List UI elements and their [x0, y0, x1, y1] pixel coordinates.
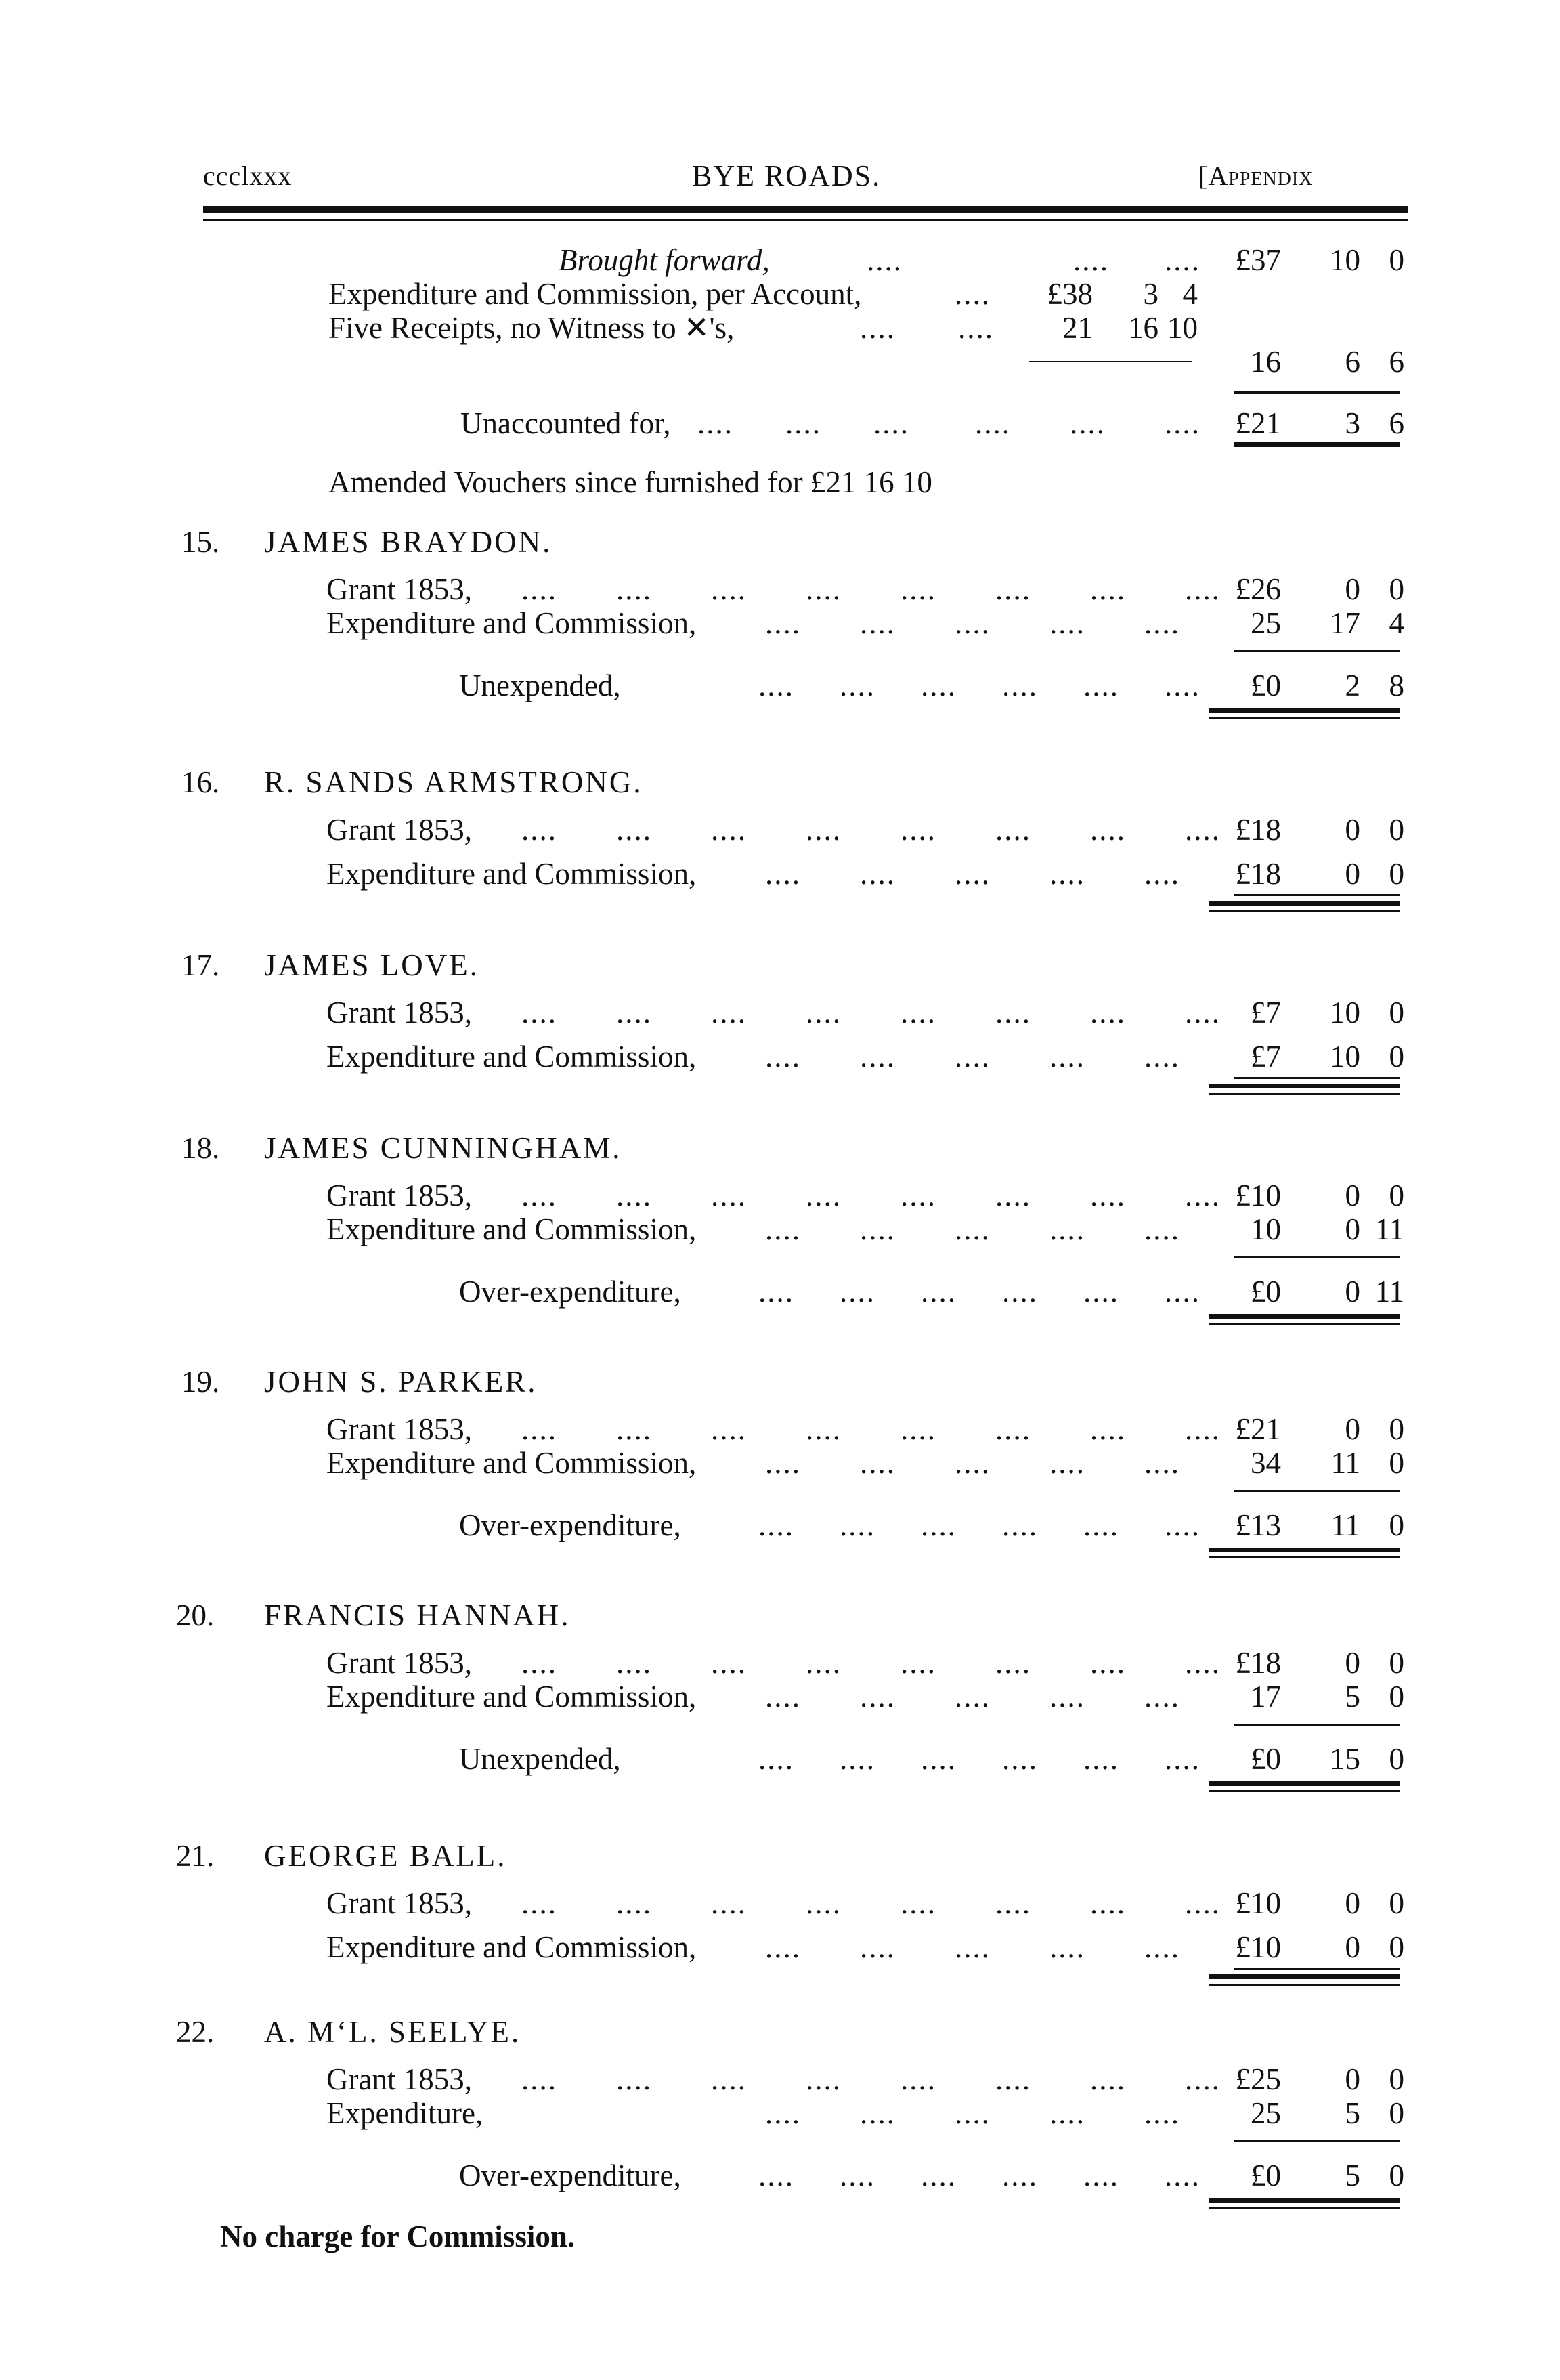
leader-dots: .... [616, 1178, 652, 1212]
leader-dots: .... [521, 813, 557, 847]
entry-name: A. M‘L. SEELYE. [264, 2015, 521, 2049]
entry-row-label: Expenditure and Commission, [326, 1680, 697, 1714]
total-rule [1209, 1314, 1400, 1319]
leader-dots: .... [840, 1275, 875, 1309]
entry-row-shillings: 0 [1345, 857, 1360, 891]
entry-row-pence: 0 [1389, 1412, 1404, 1446]
total-rule [1209, 2207, 1400, 2209]
expenditure-pence: 4 [1182, 277, 1198, 311]
header-rule-thin [203, 219, 1408, 221]
leader-dots: .... [1083, 668, 1119, 702]
expenditure-shillings: 3 [1143, 277, 1158, 311]
entry-row-shillings: 10 [1330, 1040, 1360, 1074]
leader-dots: .... [765, 2096, 801, 2130]
entry-number: 22. [176, 2015, 215, 2049]
expenditure-pounds: £38 [1047, 277, 1093, 311]
leader-dots: .... [1090, 2062, 1126, 2096]
entry-row-pence: 4 [1389, 606, 1404, 640]
leader-dots: .... [1049, 1446, 1085, 1480]
entry-row-shillings: 0 [1345, 1412, 1360, 1446]
unaccounted-label: Unaccounted for, [460, 406, 671, 440]
entry-row-shillings: 5 [1345, 2096, 1360, 2130]
subtotal-pence: 6 [1389, 345, 1404, 379]
leader-dots: .... [840, 1742, 875, 1776]
entry-result-label: Unexpended, [459, 1742, 621, 1776]
entry-number: 18. [181, 1131, 220, 1165]
leader-dots: .... [955, 1680, 991, 1714]
entry-result-pence: 0 [1389, 2159, 1404, 2192]
entry-row-label: Grant 1853, [326, 1178, 472, 1212]
leader-dots: .... [955, 606, 991, 640]
sum-rule [1234, 1490, 1400, 1492]
leader-dots: .... [901, 2062, 936, 2096]
entry-row-label: Expenditure and Commission, [326, 1446, 697, 1480]
entry-row-label: Expenditure and Commission, [326, 857, 697, 891]
entry-result-label: Unexpended, [459, 668, 621, 702]
leader-dots: .... [765, 1930, 801, 1964]
leader-dots: .... [711, 572, 747, 606]
leader-dots: .... [995, 1646, 1031, 1680]
entry-row-label: Grant 1853, [326, 2062, 472, 2096]
entry-result-shillings: 2 [1345, 668, 1360, 702]
leader-dots: .... [1049, 2096, 1085, 2130]
leader-dots: .... [758, 2159, 794, 2192]
entry-number: 20. [176, 1598, 215, 1632]
entry-result-shillings: 0 [1345, 1275, 1360, 1309]
leader-dots: .... [901, 996, 936, 1029]
entry-row-pounds: £18 [1235, 857, 1281, 891]
leader-dots: .... [995, 2062, 1031, 2096]
leader-dots: .... [521, 2062, 557, 2096]
entry-row-shillings: 0 [1345, 1930, 1360, 1964]
leader-dots: .... [955, 277, 991, 311]
leader-dots: .... [921, 1275, 957, 1309]
leader-dots: .... [1144, 1680, 1180, 1714]
leader-dots: .... [1144, 1040, 1180, 1074]
leader-dots: .... [758, 1275, 794, 1309]
entry-row-label: Grant 1853, [326, 996, 472, 1029]
total-rule [1209, 1781, 1400, 1786]
leader-dots: .... [1070, 406, 1106, 440]
leader-dots: .... [860, 1446, 896, 1480]
leader-dots: .... [901, 813, 936, 847]
entry-row-label: Expenditure and Commission, [326, 1040, 697, 1074]
leader-dots: .... [1144, 1930, 1180, 1964]
leader-dots: .... [1165, 243, 1200, 277]
leader-dots: .... [873, 406, 909, 440]
brought-forward-pounds: £37 [1235, 243, 1281, 277]
page-number: ccclxxx [203, 161, 292, 191]
leader-dots: .... [806, 1886, 842, 1920]
entry-row-pounds: £21 [1235, 1412, 1281, 1446]
total-rule [1209, 1974, 1400, 1979]
entry-name: GEORGE BALL. [264, 1839, 507, 1873]
entry-row-label: Expenditure, [326, 2096, 483, 2130]
leader-dots: .... [711, 996, 747, 1029]
leader-dots: .... [711, 1178, 747, 1212]
entry-result-label: Over-expenditure, [459, 1508, 681, 1542]
total-rule [1209, 708, 1400, 713]
sum-rule [1234, 391, 1400, 394]
leader-dots: .... [521, 1178, 557, 1212]
leader-dots: .... [921, 1508, 957, 1542]
leader-dots: .... [921, 1742, 957, 1776]
leader-dots: .... [1049, 857, 1085, 891]
entry-row-shillings: 0 [1345, 1886, 1360, 1920]
sum-rule [1234, 1256, 1400, 1258]
leader-dots: .... [806, 1412, 842, 1446]
total-rule [1209, 1984, 1400, 1986]
leader-dots: .... [758, 668, 794, 702]
leader-dots: .... [995, 1412, 1031, 1446]
leader-dots: .... [958, 311, 994, 345]
entry-number: 19. [181, 1365, 220, 1399]
leader-dots: .... [1165, 668, 1200, 702]
entry-result-pounds: £0 [1251, 2159, 1281, 2192]
leader-dots: .... [860, 2096, 896, 2130]
entry-row-shillings: 17 [1330, 606, 1360, 640]
entry-name: R. SANDS ARMSTRONG. [264, 765, 643, 799]
leader-dots: .... [765, 1446, 801, 1480]
entry-row-pounds: 25 [1251, 606, 1281, 640]
header-rule-thick [203, 206, 1408, 213]
leader-dots: .... [840, 2159, 875, 2192]
leader-dots: .... [1090, 572, 1126, 606]
entry-row-pounds: £10 [1235, 1930, 1281, 1964]
entry-row-shillings: 0 [1345, 1178, 1360, 1212]
leader-dots: .... [806, 813, 842, 847]
leader-dots: .... [765, 1680, 801, 1714]
leader-dots: .... [901, 1646, 936, 1680]
leader-dots: .... [860, 1930, 896, 1964]
leader-dots: .... [711, 2062, 747, 2096]
leader-dots: .... [1083, 1275, 1119, 1309]
leader-dots: .... [955, 1446, 991, 1480]
entry-name: JAMES LOVE. [264, 948, 480, 982]
leader-dots: .... [975, 406, 1011, 440]
sum-rule [1234, 1968, 1400, 1970]
leader-dots: .... [1090, 1886, 1126, 1920]
expenditure-label: Expenditure and Commission, per Account, [328, 277, 862, 311]
leader-dots: .... [1090, 1178, 1126, 1212]
entry-result-shillings: 15 [1330, 1742, 1360, 1776]
entry-result-pounds: £0 [1251, 1275, 1281, 1309]
leader-dots: .... [1049, 1212, 1085, 1246]
entry-result-pounds: £13 [1235, 1508, 1281, 1542]
leader-dots: .... [1165, 1742, 1200, 1776]
entry-row-shillings: 10 [1330, 996, 1360, 1029]
leader-dots: .... [616, 1412, 652, 1446]
leader-dots: .... [697, 406, 733, 440]
leader-dots: .... [1002, 1742, 1038, 1776]
leader-dots: .... [995, 996, 1031, 1029]
leader-dots: .... [806, 572, 842, 606]
entry-row-pounds: £26 [1235, 572, 1281, 606]
entry-row-pounds: £10 [1235, 1178, 1281, 1212]
entry-result-label: Over-expenditure, [459, 2159, 681, 2192]
entry-row-shillings: 11 [1330, 1446, 1360, 1480]
leader-dots: .... [1185, 1646, 1221, 1680]
leader-dots: .... [1002, 1275, 1038, 1309]
leader-dots: .... [901, 1412, 936, 1446]
entry-result-pence: 0 [1389, 1508, 1404, 1542]
leader-dots: .... [758, 1508, 794, 1542]
total-rule [1209, 1556, 1400, 1558]
total-rule [1209, 1084, 1400, 1088]
sum-rule [1234, 1724, 1400, 1726]
total-rule [1209, 1790, 1400, 1792]
total-rule [1209, 1093, 1400, 1095]
entry-row-label: Grant 1853, [326, 572, 472, 606]
receipts-label: Five Receipts, no Witness to ✕'s, [328, 311, 735, 345]
entry-row-pence: 0 [1389, 2096, 1404, 2130]
entry-row-pence: 0 [1389, 1446, 1404, 1480]
entry-row-pounds: 10 [1251, 1212, 1281, 1246]
leader-dots: .... [955, 1040, 991, 1074]
entry-row-shillings: 0 [1345, 1212, 1360, 1246]
entry-row-pence: 0 [1389, 996, 1404, 1029]
entry-result-pence: 8 [1389, 668, 1404, 702]
leader-dots: .... [765, 1212, 801, 1246]
total-rule [1234, 442, 1400, 447]
leader-dots: .... [1049, 606, 1085, 640]
leader-dots: .... [521, 996, 557, 1029]
leader-dots: .... [1090, 996, 1126, 1029]
entry-number: 16. [181, 765, 220, 799]
leader-dots: .... [995, 1178, 1031, 1212]
leader-dots: .... [921, 2159, 957, 2192]
receipts-shillings: 16 [1128, 311, 1158, 345]
entry-number: 15. [181, 525, 220, 559]
leader-dots: .... [955, 1212, 991, 1246]
leader-dots: .... [1049, 1040, 1085, 1074]
entry-name: JAMES CUNNINGHAM. [264, 1131, 622, 1165]
leader-dots: .... [711, 1412, 747, 1446]
leader-dots: .... [921, 668, 957, 702]
leader-dots: .... [521, 572, 557, 606]
entry-row-pounds: 17 [1251, 1680, 1281, 1714]
leader-dots: .... [758, 1742, 794, 1776]
leader-dots: .... [955, 1930, 991, 1964]
entry-row-label: Grant 1853, [326, 1646, 472, 1680]
entry-row-pounds: £18 [1235, 813, 1281, 847]
leader-dots: .... [711, 1646, 747, 1680]
leader-dots: .... [860, 857, 896, 891]
leader-dots: .... [616, 1886, 652, 1920]
leader-dots: .... [1185, 813, 1221, 847]
unaccounted-pounds: £21 [1235, 406, 1281, 440]
leader-dots: .... [1185, 1412, 1221, 1446]
leader-dots: .... [867, 243, 903, 277]
leader-dots: .... [1002, 2159, 1038, 2192]
leader-dots: .... [1083, 1742, 1119, 1776]
brought-forward-shillings: 10 [1330, 243, 1360, 277]
entry-row-label: Expenditure and Commission, [326, 1930, 697, 1964]
leader-dots: .... [1144, 2096, 1180, 2130]
total-rule [1209, 2198, 1400, 2203]
leader-dots: .... [860, 1680, 896, 1714]
entry-result-shillings: 11 [1330, 1508, 1360, 1542]
sum-rule [1234, 894, 1400, 896]
receipts-pence: 10 [1167, 311, 1198, 345]
leader-dots: .... [616, 2062, 652, 2096]
entry-row-pence: 0 [1389, 1886, 1404, 1920]
entry-row-shillings: 0 [1345, 1646, 1360, 1680]
leader-dots: .... [1144, 857, 1180, 891]
entry-row-pounds: 34 [1251, 1446, 1281, 1480]
entry-row-pence: 0 [1389, 857, 1404, 891]
leader-dots: .... [1049, 1930, 1085, 1964]
entry-row-pence: 0 [1389, 1646, 1404, 1680]
leader-dots: .... [1185, 2062, 1221, 2096]
leader-dots: .... [995, 813, 1031, 847]
leader-dots: .... [901, 572, 936, 606]
leader-dots: .... [1165, 1275, 1200, 1309]
entry-row-pounds: £18 [1235, 1646, 1281, 1680]
sum-rule [1234, 2140, 1400, 2142]
entry-row-pence: 0 [1389, 1930, 1404, 1964]
leader-dots: .... [785, 406, 821, 440]
leader-dots: .... [860, 1040, 896, 1074]
entry-row-pence: 0 [1389, 1680, 1404, 1714]
brought-forward-pence: 0 [1389, 243, 1404, 277]
entry-row-shillings: 0 [1345, 813, 1360, 847]
leader-dots: .... [521, 1886, 557, 1920]
entry-result-pence: 11 [1374, 1275, 1404, 1309]
entry-result-pounds: £0 [1251, 1742, 1281, 1776]
unaccounted-pence: 6 [1389, 406, 1404, 440]
total-rule [1209, 1323, 1400, 1325]
page-title: BYE ROADS. [692, 159, 882, 192]
total-rule [1209, 901, 1400, 906]
leader-dots: .... [1165, 406, 1200, 440]
leader-dots: .... [995, 572, 1031, 606]
leader-dots: .... [1185, 996, 1221, 1029]
leader-dots: .... [616, 996, 652, 1029]
leader-dots: .... [1090, 1412, 1126, 1446]
sum-rule [1234, 1077, 1400, 1079]
entry-row-shillings: 5 [1345, 1680, 1360, 1714]
leader-dots: .... [901, 1178, 936, 1212]
leader-dots: .... [1165, 2159, 1200, 2192]
entry-row-pence: 0 [1389, 572, 1404, 606]
total-rule [1209, 1548, 1400, 1552]
leader-dots: .... [955, 2096, 991, 2130]
entry-row-pounds: £25 [1235, 2062, 1281, 2096]
amended-note: Amended Vouchers since furnished for £21 16 10 [328, 465, 932, 499]
leader-dots: .... [1185, 572, 1221, 606]
leader-dots: .... [806, 1646, 842, 1680]
leader-dots: .... [521, 1646, 557, 1680]
leader-dots: .... [1185, 1178, 1221, 1212]
leader-dots: .... [1090, 1646, 1126, 1680]
leader-dots: .... [765, 606, 801, 640]
entry-name: JOHN S. PARKER. [264, 1365, 538, 1399]
entry-result-pounds: £0 [1251, 668, 1281, 702]
entry-row-pence: 0 [1389, 2062, 1404, 2096]
leader-dots: .... [806, 996, 842, 1029]
entry-row-pounds: £7 [1251, 996, 1281, 1029]
leader-dots: .... [806, 2062, 842, 2096]
receipts-pounds: 21 [1062, 311, 1093, 345]
leader-dots: .... [616, 813, 652, 847]
leader-dots: .... [1144, 1446, 1180, 1480]
leader-dots: .... [840, 668, 875, 702]
entry-row-pence: 0 [1389, 1178, 1404, 1212]
leader-dots: .... [616, 572, 652, 606]
leader-dots: .... [1090, 813, 1126, 847]
leader-dots: .... [860, 1212, 896, 1246]
entry-row-label: Grant 1853, [326, 813, 472, 847]
leader-dots: .... [860, 606, 896, 640]
leader-dots: .... [806, 1178, 842, 1212]
leader-dots: .... [955, 857, 991, 891]
entry-number: 21. [176, 1839, 215, 1873]
leader-dots: .... [616, 1646, 652, 1680]
entry-row-pounds: £10 [1235, 1886, 1281, 1920]
leader-dots: .... [1144, 606, 1180, 640]
column-rule [1029, 361, 1192, 362]
appendix-label: [Appendix [1198, 161, 1314, 191]
entry-row-label: Expenditure and Commission, [326, 606, 697, 640]
leader-dots: .... [765, 1040, 801, 1074]
leader-dots: .... [1002, 1508, 1038, 1542]
leader-dots: .... [765, 857, 801, 891]
leader-dots: .... [1049, 1680, 1085, 1714]
total-rule [1209, 910, 1400, 912]
entry-row-pounds: £7 [1251, 1040, 1281, 1074]
entry-row-label: Grant 1853, [326, 1412, 472, 1446]
footnote: No charge for Commission. [220, 2219, 576, 2253]
entry-row-label: Expenditure and Commission, [326, 1212, 697, 1246]
subtotal-pounds: 16 [1251, 345, 1281, 379]
entry-name: JAMES BRAYDON. [264, 525, 552, 559]
entry-number: 17. [181, 948, 220, 982]
brought-forward-label: Brought forward, [559, 243, 770, 277]
leader-dots: .... [1083, 1508, 1119, 1542]
entry-result-shillings: 5 [1345, 2159, 1360, 2192]
entry-name: FRANCIS HANNAH. [264, 1598, 571, 1632]
leader-dots: .... [1002, 668, 1038, 702]
leader-dots: .... [521, 1412, 557, 1446]
leader-dots: .... [711, 1886, 747, 1920]
total-rule [1209, 717, 1400, 719]
subtotal-shillings: 6 [1345, 345, 1360, 379]
entry-row-pence: 0 [1389, 1040, 1404, 1074]
leader-dots: .... [1185, 1886, 1221, 1920]
leader-dots: .... [1144, 1212, 1180, 1246]
entry-row-pence: 0 [1389, 813, 1404, 847]
leader-dots: .... [840, 1508, 875, 1542]
sum-rule [1234, 650, 1400, 652]
leader-dots: .... [995, 1886, 1031, 1920]
entry-row-pounds: 25 [1251, 2096, 1281, 2130]
leader-dots: .... [860, 311, 896, 345]
entry-result-pence: 0 [1389, 1742, 1404, 1776]
leader-dots: .... [901, 1886, 936, 1920]
entry-result-label: Over-expenditure, [459, 1275, 681, 1309]
leader-dots: .... [1165, 1508, 1200, 1542]
leader-dots: .... [711, 813, 747, 847]
unaccounted-shillings: 3 [1345, 406, 1360, 440]
leader-dots: .... [1083, 2159, 1119, 2192]
leader-dots: .... [1073, 243, 1109, 277]
entry-row-shillings: 0 [1345, 572, 1360, 606]
entry-row-shillings: 0 [1345, 2062, 1360, 2096]
entry-row-label: Grant 1853, [326, 1886, 472, 1920]
entry-row-pence: 11 [1374, 1212, 1404, 1246]
